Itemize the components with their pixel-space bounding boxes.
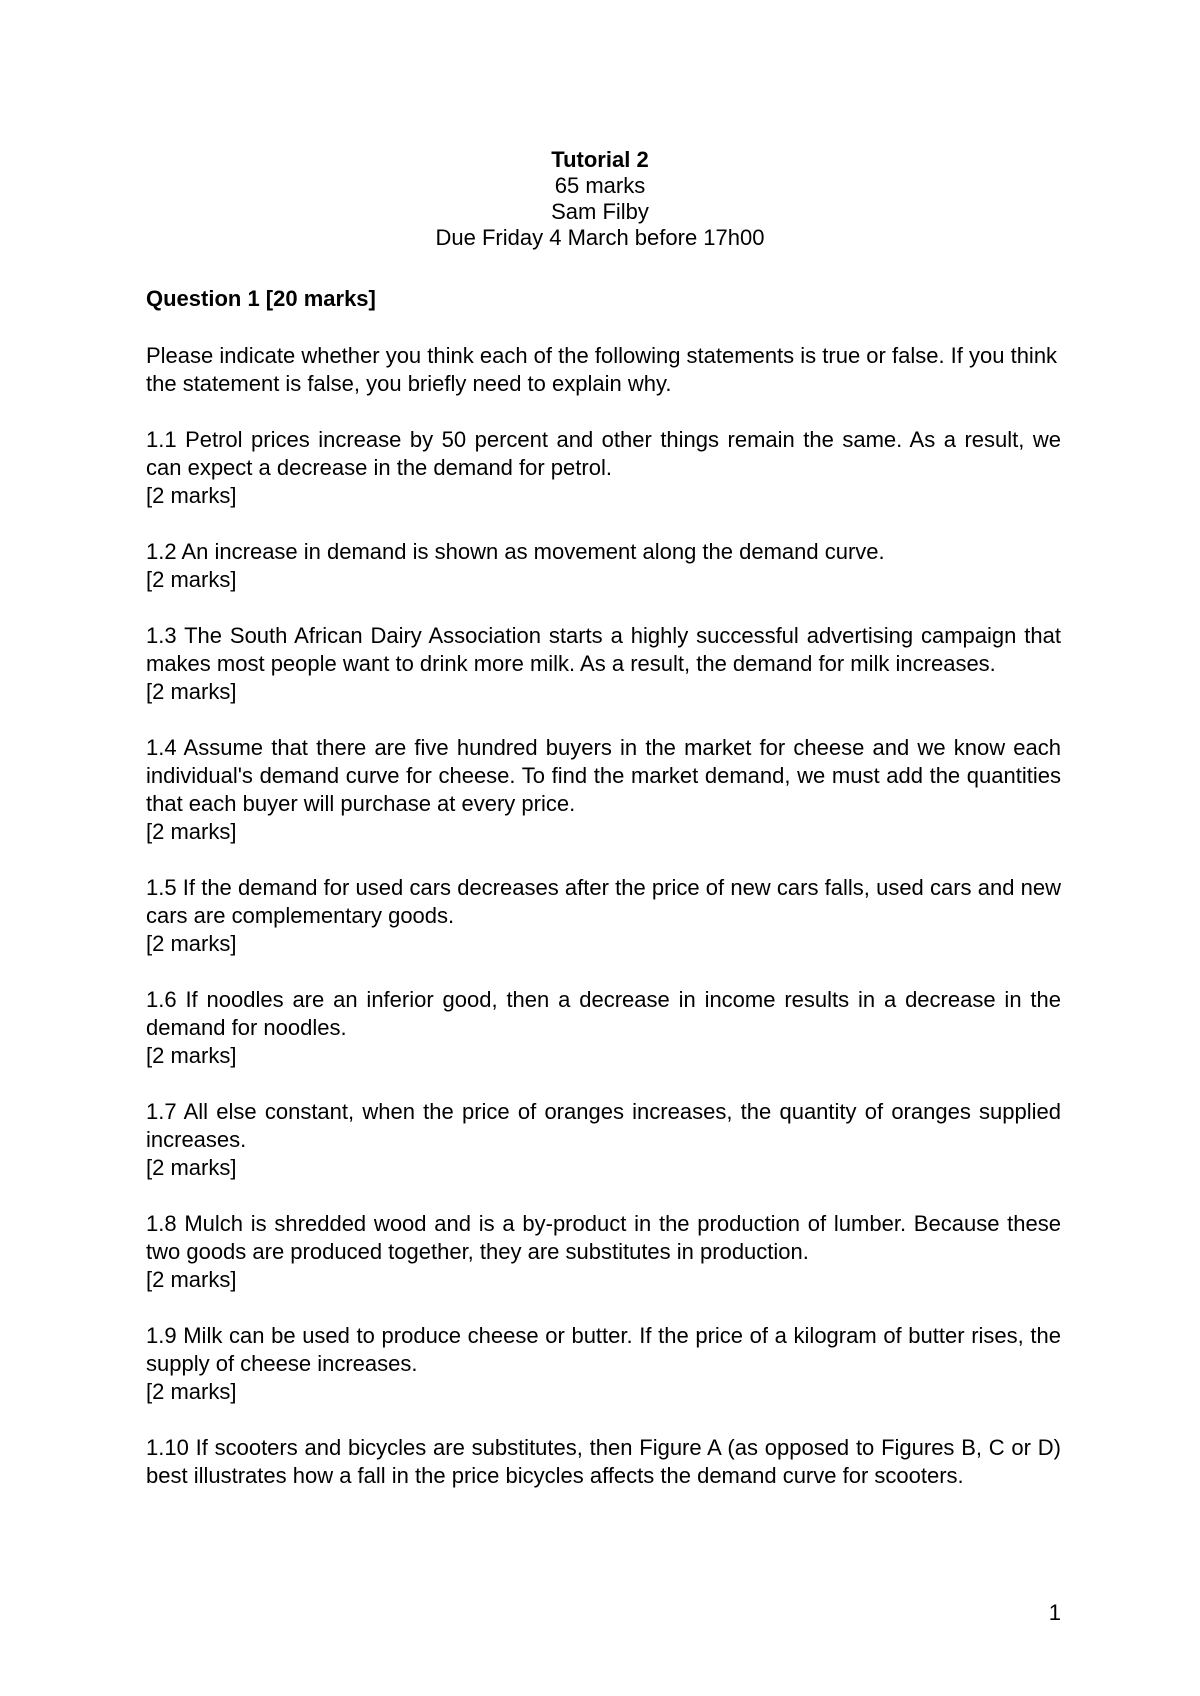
question-item-1-4 <box>146 734 1061 846</box>
item-text: 1.7 All else constant, when the price of oranges increases, the quantity of oranges supplied increases. <box>146 1099 1061 1152</box>
item-marks: [2 marks] <box>146 679 237 704</box>
item-marks: [2 marks] <box>146 567 237 592</box>
author-name: Sam Filby <box>551 199 649 224</box>
question-item-1-10 <box>146 1434 1061 1490</box>
question-item-1-8 <box>146 1210 1061 1294</box>
question-section <box>146 285 1061 1518</box>
due-date: Due Friday 4 March before 17h00 <box>435 225 765 250</box>
total-marks: 65 marks <box>554 173 646 198</box>
item-text: 1.4 Assume that there are five hundred buyers in the market for cheese and we know each individual's demand curve for cheese. To find the market demand, we must add the quantities that each buyer will purchase at every price. <box>146 735 1061 816</box>
question-item-1-5 <box>146 874 1061 958</box>
item-text: 1.6 If noodles are an inferior good, then a decrease in income results in a decrease in the demand for noodles. <box>146 987 1061 1040</box>
item-text: 1.3 The South African Dairy Association starts a highly successful advertising campaign that makes most people want to drink more milk. As a result, the demand for milk increases. <box>146 623 1061 676</box>
item-text: 1.10 If scooters and bicycles are substitutes, then Figure A (as opposed to Figures B, C or D) best illustrates how a fall in the price bicycles affects the demand curve for scooters. <box>146 1435 1061 1488</box>
question-item-1-6 <box>146 986 1061 1070</box>
question-item-1-1 <box>146 426 1061 510</box>
item-marks: [2 marks] <box>146 1379 237 1404</box>
question-item-1-7 <box>146 1098 1061 1182</box>
item-text: 1.9 Milk can be used to produce cheese or butter. If the price of a kilogram of butter rises, the supply of cheese increases. <box>146 1323 1061 1376</box>
question-item-1-3 <box>146 622 1061 706</box>
question-heading: Question 1 [20 marks] <box>146 286 376 311</box>
item-text: 1.1 Petrol prices increase by 50 percent and other things remain the same. As a result, we can expect a decrease in the demand for petrol. <box>146 427 1061 480</box>
item-text: 1.8 Mulch is shredded wood and is a by-product in the production of lumber. Because these two goods are produced together, they are substitutes in production. <box>146 1211 1061 1264</box>
item-marks: [2 marks] <box>146 819 237 844</box>
item-marks: [2 marks] <box>146 483 237 508</box>
question-item-1-2 <box>146 538 1061 594</box>
page-number: 1 <box>1048 1600 1061 1625</box>
item-marks: [2 marks] <box>146 931 237 956</box>
item-marks: [2 marks] <box>146 1155 237 1180</box>
item-text: 1.5 If the demand for used cars decreases after the price of new cars falls, used cars and new cars are complementary goods. <box>146 875 1061 928</box>
item-marks: [2 marks] <box>146 1043 237 1068</box>
question-item-1-9 <box>146 1322 1061 1406</box>
tutorial-title: Tutorial 2 <box>551 147 649 172</box>
item-marks: [2 marks] <box>146 1267 237 1292</box>
item-text: 1.2 An increase in demand is shown as movement along the demand curve. <box>146 539 885 564</box>
document-header <box>0 147 1200 251</box>
question-instructions: Please indicate whether you think each of the following statements is true or false. If you think the statement is false, you briefly need to explain why. <box>146 343 1058 396</box>
